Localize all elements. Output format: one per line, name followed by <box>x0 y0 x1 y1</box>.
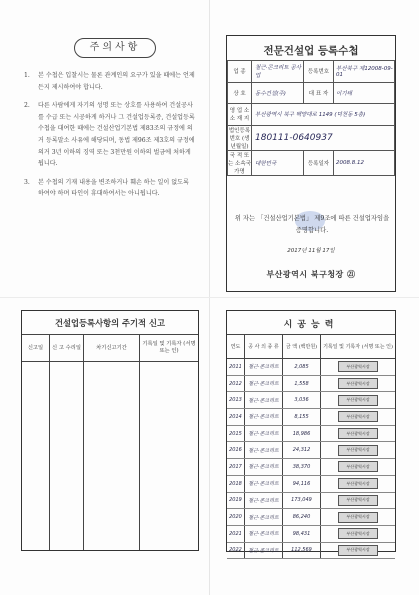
record-stamp: 부산광역시장 <box>338 395 378 406</box>
reg-date-value: 2008.8.12 <box>334 150 395 175</box>
notice-item-number: 1. <box>24 72 30 79</box>
capacity-year: 2019 <box>227 493 245 509</box>
certificate-issuer: 부산광역시 북구청장 ㉑ <box>266 269 356 279</box>
capacity-year: 2021 <box>227 526 245 542</box>
capacity-year: 2014 <box>227 409 245 425</box>
capacity-amount: 112,569 <box>283 543 321 559</box>
record-stamp: 부산광역시장 <box>338 495 378 506</box>
notice-item <box>24 177 196 200</box>
capacity-amount: 18,986 <box>283 426 321 442</box>
capacity-work-type: 철근·콘크리트 <box>245 442 283 458</box>
capacity-row <box>227 476 395 493</box>
horizontal-fold <box>0 297 419 298</box>
capacity-row <box>227 493 395 510</box>
business-type-value: 철근·콘크리트 공사업 <box>252 61 304 83</box>
notice-item-number: 2. <box>24 102 30 110</box>
notice-item <box>24 70 196 93</box>
notice-item <box>24 100 196 170</box>
record-stamp: 부산광역시장 <box>338 378 378 389</box>
capacity-record-cell <box>321 409 395 425</box>
capacity-row <box>227 426 395 443</box>
business-type-label: 업 종 <box>228 61 252 83</box>
capacity-amount: 2,085 <box>283 359 321 375</box>
capacity-year: 2015 <box>227 426 245 442</box>
certificate-date: 2017년 11월 17일 <box>287 248 335 254</box>
representative-value: 이기태 <box>334 82 395 104</box>
capacity-row <box>227 526 395 543</box>
construction-capacity-table <box>226 310 396 552</box>
record-stamp: 부산광역시장 <box>338 461 378 472</box>
capacity-year: 2022 <box>227 543 245 559</box>
capacity-row <box>227 543 395 560</box>
certificate-statement: 위 자는 「건설산업기본법」 제9조에 따른 건설업자임을 증명합니다. <box>234 215 390 234</box>
record-stamp: 부산광역시장 <box>338 512 378 523</box>
capacity-header-cell: 기록일 및 기록자 (서명 또는 인) <box>323 344 393 350</box>
capacity-record-cell <box>321 476 395 492</box>
capacity-work-type: 철근·콘크리트 <box>245 459 283 475</box>
capacity-work-type: 철근·콘크리트 <box>245 392 283 408</box>
record-stamp: 부산광역시장 <box>338 478 378 489</box>
capacity-work-type: 철근·콘크리트 <box>245 493 283 509</box>
periodic-report-table <box>21 310 199 551</box>
reg-no-label: 등록번호 <box>304 61 334 83</box>
trade-name-value: 동수건설(주) <box>252 82 304 104</box>
report-column <box>50 362 84 550</box>
report-column <box>140 362 198 550</box>
record-stamp: 부산광역시장 <box>338 411 378 422</box>
capacity-year: 2016 <box>227 442 245 458</box>
report-column <box>22 362 50 550</box>
notice-list <box>24 70 196 207</box>
capacity-work-type: 철근·콘크리트 <box>245 376 283 392</box>
capacity-record-cell <box>321 442 395 458</box>
capacity-record-cell <box>321 359 395 375</box>
capacity-amount: 98,431 <box>283 526 321 542</box>
capacity-record-cell <box>321 509 395 525</box>
capacity-amount: 86,240 <box>283 509 321 525</box>
capacity-header-cell: 공 사 의 종 류 <box>245 335 283 358</box>
capacity-rows <box>227 359 395 559</box>
reg-no-value: 부산북구 제12008-09-01 <box>334 61 395 83</box>
report-header-cell: 차기신고기간 <box>84 335 140 361</box>
record-stamp: 부산광역시장 <box>338 361 378 372</box>
registration-certificate <box>226 35 396 292</box>
capacity-year: 2011 <box>227 359 245 375</box>
reg-date-label: 등록일자 <box>304 150 334 175</box>
certificate-row <box>228 125 395 150</box>
capacity-row <box>227 509 395 526</box>
report-header-cell: 신고일 <box>22 335 50 361</box>
trade-name-label: 상 호 <box>228 82 252 104</box>
corp-reg-no-label: 법인등록번호 (생년월일) <box>228 125 252 150</box>
capacity-work-type: 철근·콘크리트 <box>245 426 283 442</box>
capacity-row <box>227 442 395 459</box>
certificate-row <box>228 104 395 126</box>
capacity-work-type: 철근·콘크리트 <box>245 509 283 525</box>
representative-label: 대 표 자 <box>304 82 334 104</box>
capacity-title: 시공능력 <box>283 320 339 330</box>
record-stamp: 부산광역시장 <box>338 528 378 539</box>
nationality-label: 국 적 또는 소속국가명 <box>228 150 252 175</box>
notice-item-text: 본 수첩의 기재 내용을 변조하거나 훼손 하는 일이 없도록 하여야 하며 타인이 휴대하여서는 아니됩니다. <box>38 178 189 198</box>
nationality-value: 대한민국 <box>252 150 304 175</box>
certificate-row <box>228 82 395 104</box>
capacity-record-cell <box>321 376 395 392</box>
capacity-amount: 8,155 <box>283 409 321 425</box>
capacity-record-cell <box>321 392 395 408</box>
capacity-record-cell <box>321 459 395 475</box>
report-column <box>84 362 140 550</box>
certificate-title: 전문건설업 등록수첩 <box>263 45 359 57</box>
address-label: 영 업 소 소 재 지 <box>228 104 252 126</box>
notice-item-number: 3. <box>24 178 30 186</box>
capacity-work-type: 철근·콘크리트 <box>245 526 283 542</box>
capacity-record-cell <box>321 426 395 442</box>
capacity-amount: 38,370 <box>283 459 321 475</box>
certificate-row <box>228 61 395 83</box>
report-header-cell: 기록일 및 기록자 (서명 또는 인) <box>142 341 196 354</box>
record-stamp: 부산광역시장 <box>338 428 378 439</box>
capacity-record-cell <box>321 493 395 509</box>
capacity-row <box>227 359 395 376</box>
capacity-record-cell <box>321 543 395 559</box>
capacity-row <box>227 376 395 393</box>
notice-item-text: 본 수첩은 입찰시는 물론 관계인의 요구가 있을 때에는 언제든지 제시하여야 합니다. <box>38 72 195 91</box>
capacity-amount: 24,312 <box>283 442 321 458</box>
corp-reg-no-value: 180111-0640937 <box>252 125 395 150</box>
notice-item-text: 다른 사람에게 자기의 성명 또는 상호를 사용하여 건설공사를 수급 또는 시공하게 하거나 그 건설업등록증, 건설업등록수첩을 대여한 때에는 건설산업기본법 제83조의 규정에 의거 등록말소 사유에 해당되며, 동법 제96조 제3호의 규정에 의거 3년 이하의 징역 또는 3천만원 이하의 벌금에 처하게 됩니다. <box>38 102 195 168</box>
capacity-amount: 3,036 <box>283 392 321 408</box>
record-stamp: 부산광역시장 <box>338 545 378 556</box>
capacity-header-cell: 연도 <box>227 335 245 358</box>
capacity-row <box>227 459 395 476</box>
record-stamp: 부산광역시장 <box>338 445 378 456</box>
capacity-year: 2017 <box>227 459 245 475</box>
capacity-amount: 173,049 <box>283 493 321 509</box>
capacity-header-cell: 금 액 (백만원) <box>283 335 321 358</box>
capacity-header-row <box>227 334 395 359</box>
capacity-year: 2012 <box>227 376 245 392</box>
report-title: 건설업등록사항의 주기적 신고 <box>55 318 165 328</box>
capacity-year: 2013 <box>227 392 245 408</box>
address-value: 부산광역시 북구 백양대로 1149 (덕천동 5층) <box>252 104 395 126</box>
notice-title: 주의사항 <box>74 38 156 58</box>
certificate-row <box>228 150 395 175</box>
capacity-work-type: 철근·콘크리트 <box>245 476 283 492</box>
capacity-year: 2020 <box>227 509 245 525</box>
report-header-row <box>22 334 198 362</box>
capacity-row <box>227 409 395 426</box>
report-header-cell: 신 고 수리일 <box>50 335 84 361</box>
capacity-work-type: 철근·콘크리트 <box>245 543 283 559</box>
capacity-row <box>227 392 395 409</box>
capacity-work-type: 철근·콘크리트 <box>245 359 283 375</box>
capacity-record-cell <box>321 526 395 542</box>
capacity-amount: 94,116 <box>283 476 321 492</box>
capacity-amount: 1,558 <box>283 376 321 392</box>
capacity-year: 2018 <box>227 476 245 492</box>
capacity-work-type: 철근·콘크리트 <box>245 409 283 425</box>
report-body <box>22 362 198 550</box>
certificate-table <box>227 60 395 176</box>
